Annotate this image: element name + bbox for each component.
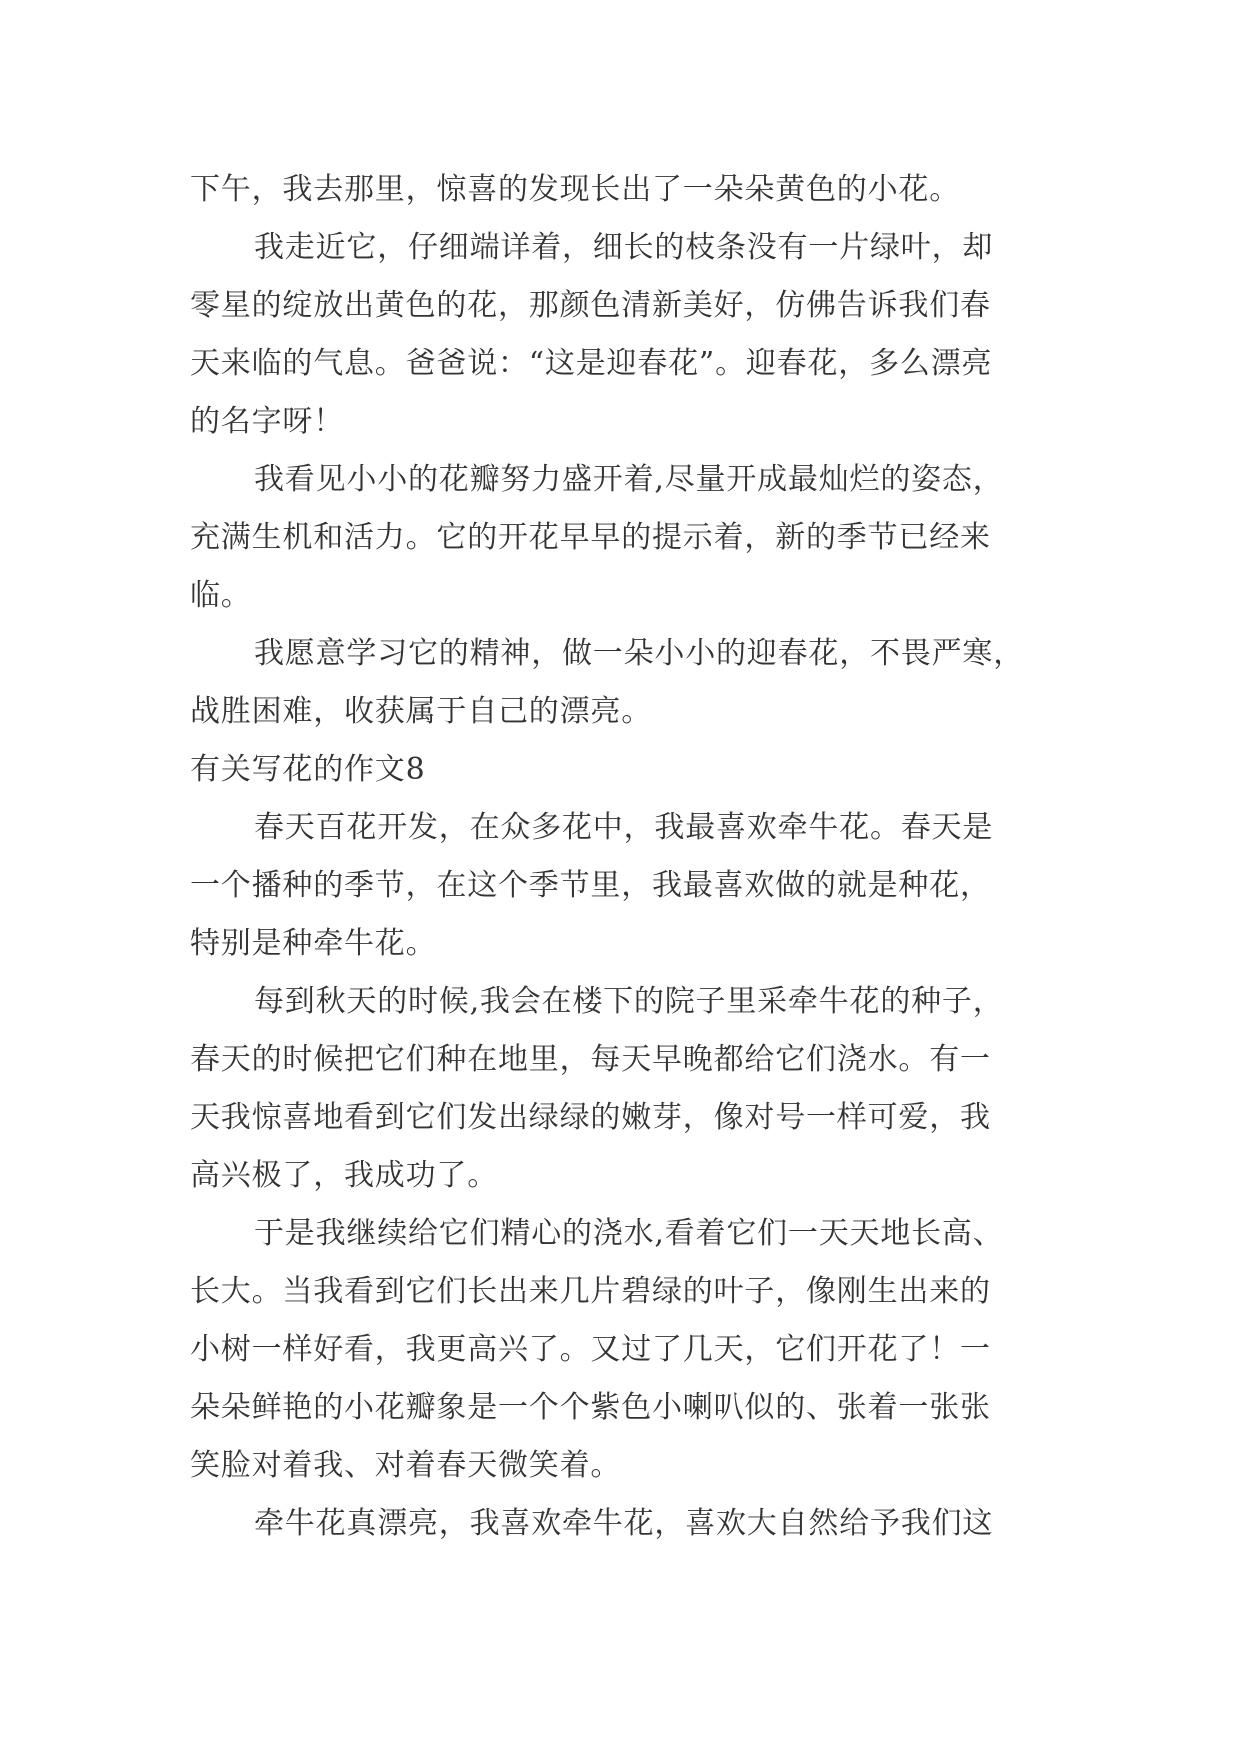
text-line: 于是我继续给它们精心的浇水,看着它们一天天地长高、 <box>254 1216 1004 1251</box>
text-line: 充满生机和活力。它的开花早早的提示着，新的季节已经来 <box>190 520 991 555</box>
text-line: 下午，我去那里，惊喜的发现长出了一朵朵黄色的小花。 <box>190 172 960 207</box>
text-line: 一个播种的季节，在这个季节里，我最喜欢做的就是种花， <box>190 868 991 903</box>
text-line: 朵朵鲜艳的小花瓣象是一个个紫色小喇叭似的、张着一张张 <box>190 1390 991 1425</box>
text-line: 高兴极了，我成功了。 <box>190 1158 498 1193</box>
section-heading: 有关写花的作文8 <box>190 752 426 787</box>
text-line: 春天百花开发，在众多花中，我最喜欢牵牛花。春天是 <box>254 810 994 845</box>
text-line: 零星的绽放出黄色的花，那颜色清新美好，仿佛告诉我们春 <box>190 288 991 323</box>
text-line: 小树一样好看，我更高兴了。又过了几天，它们开花了！一 <box>190 1332 991 1367</box>
text-line: 我走近它，仔细端详着，细长的枝条没有一片绿叶，却 <box>254 230 994 265</box>
essay-body <box>190 161 1070 1553</box>
text-line: 天来临的气息。爸爸说：“这是迎春花”。迎春花，多么漂亮 <box>190 346 993 381</box>
text-line: 我愿意学习它的精神，做一朵小小的迎春花，不畏严寒， <box>254 636 1024 671</box>
text-line: 特别是种牵牛花。 <box>190 926 437 961</box>
text-line: 临。 <box>190 578 252 613</box>
text-line: 笑脸对着我、对着春天微笑着。 <box>190 1448 622 1483</box>
text-line: 每到秋天的时候,我会在楼下的院子里采牵牛花的种子， <box>254 984 1004 1019</box>
text-line: 战胜困难，收获属于自己的漂亮。 <box>190 694 652 729</box>
text-line: 长大。当我看到它们长出来几片碧绿的叶子，像刚生出来的 <box>190 1274 991 1309</box>
text-line: 天我惊喜地看到它们发出绿绿的嫩芽，像对号一样可爱，我 <box>190 1100 991 1135</box>
text-line: 我看见小小的花瓣努力盛开着,尽量开成最灿烂的姿态， <box>254 462 1004 497</box>
text-line: 春天的时候把它们种在地里，每天早晚都给它们浇水。有一 <box>190 1042 991 1077</box>
text-line: 的名字呀！ <box>190 404 344 439</box>
text-line: 牵牛花真漂亮，我喜欢牵牛花，喜欢大自然给予我们这 <box>254 1506 994 1541</box>
